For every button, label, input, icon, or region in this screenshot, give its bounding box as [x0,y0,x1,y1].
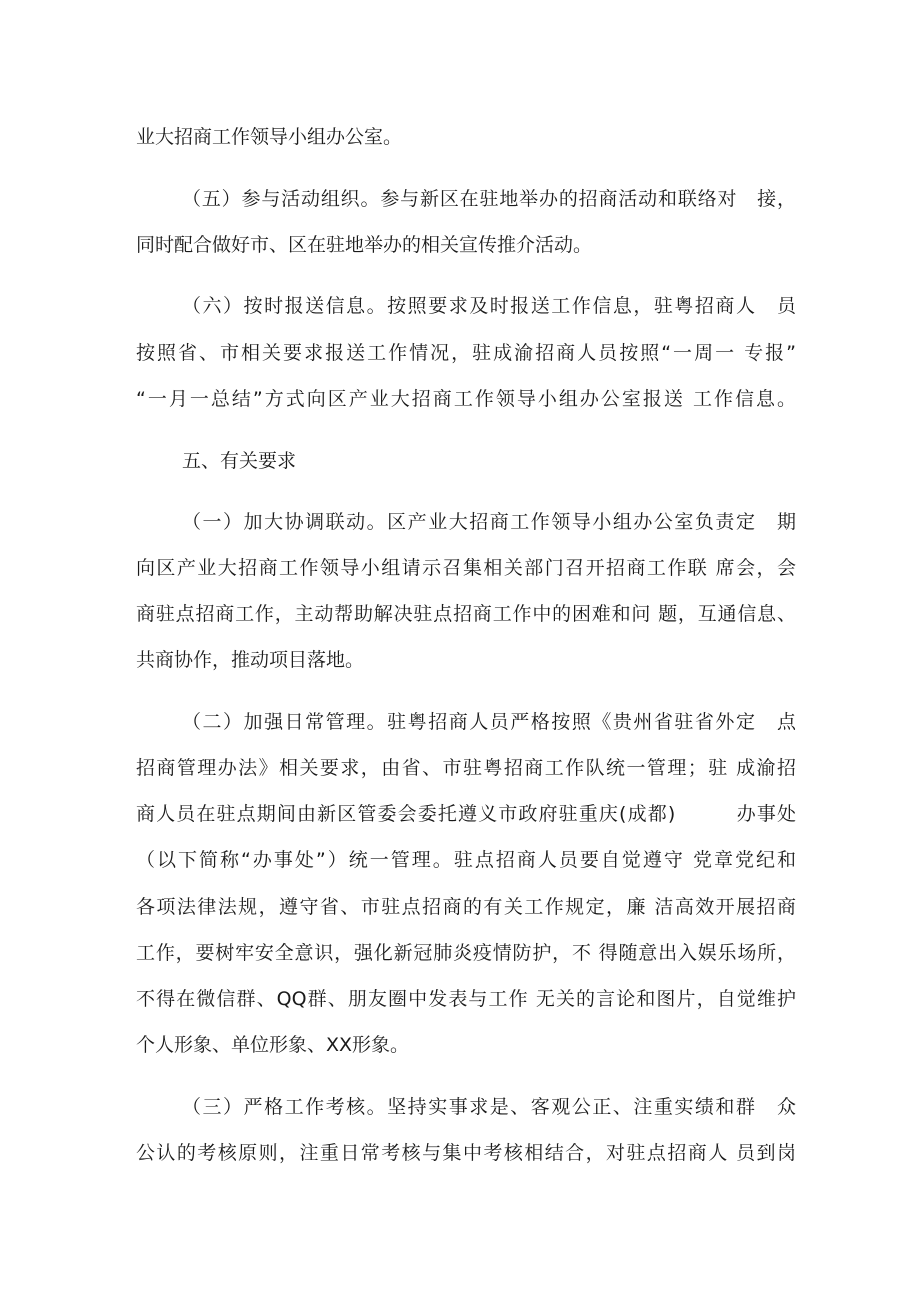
text-line: 商驻点招商工作，主动帮助解决驻点招商工作中的困难和问 题，互通信息、 [136,603,796,625]
text-line: （二）加强日常管理。驻粤招商人员严格按照《贵州省驻省外定 点 [182,711,796,733]
text-line: （六）按时报送信息。按照要求及时报送工作信息，驻粤招商人 员 [182,295,796,317]
text-line: 商人员在驻点期间由新区管委会委托遵义市政府驻重庆(成都) 办事处 [136,803,796,825]
text-line: 业大招商工作领导小组办公室。 [136,126,403,148]
text-line: 工作，要树牢安全意识，强化新冠肺炎疫情防护，不 得随意出入娱乐场所， [136,942,796,964]
text-line: “一月一总结”方式向区产业大招商工作领导小组办公室报送 工作信息。 [136,388,796,410]
text-line: （以下简称“办事处”）统一管理。驻点招商人员要自觉遵守 党章党纪和 [136,849,796,871]
text-line: 各项法律法规，遵守省、市驻点招商的有关工作规定，廉 洁高效开展招商 [136,896,796,918]
text-line: （三）严格工作考核。坚持实事求是、客观公正、注重实绩和群 众 [182,1096,796,1118]
text-line: 同时配合做好市、区在驻地举办的相关宣传推介活动。 [136,234,593,256]
text-line: 不得在微信群、QQ群、朋友圈中发表与工作 无关的言论和图片，自觉维护 [136,988,796,1010]
text-line: 个人形象、单位形象、XX形象。 [136,1034,410,1056]
text-line: 招商管理办法》相关要求，由省、市驻粤招商工作队统一管理；驻 成渝招 [136,757,796,779]
section-heading: 五、有关要求 [182,450,297,472]
text-line: 公认的考核原则，注重日常考核与集中考核相结合，对驻点招商人 员到岗 [136,1142,796,1164]
text-line: （五）参与活动组织。参与新区在驻地举办的招商活动和联络对 接， [182,188,796,210]
text-line: 向区产业大招商工作领导小组请示召集相关部门召开招商工作联 席会，会 [136,557,796,579]
text-line: 共商协作，推动项目落地。 [136,649,365,671]
text-line: 按照省、市相关要求报送工作情况，驻成渝招商人员按照“一周一 专报” [136,342,796,364]
text-line: （一）加大协调联动。区产业大招商工作领导小组办公室负责定 期 [182,511,796,533]
